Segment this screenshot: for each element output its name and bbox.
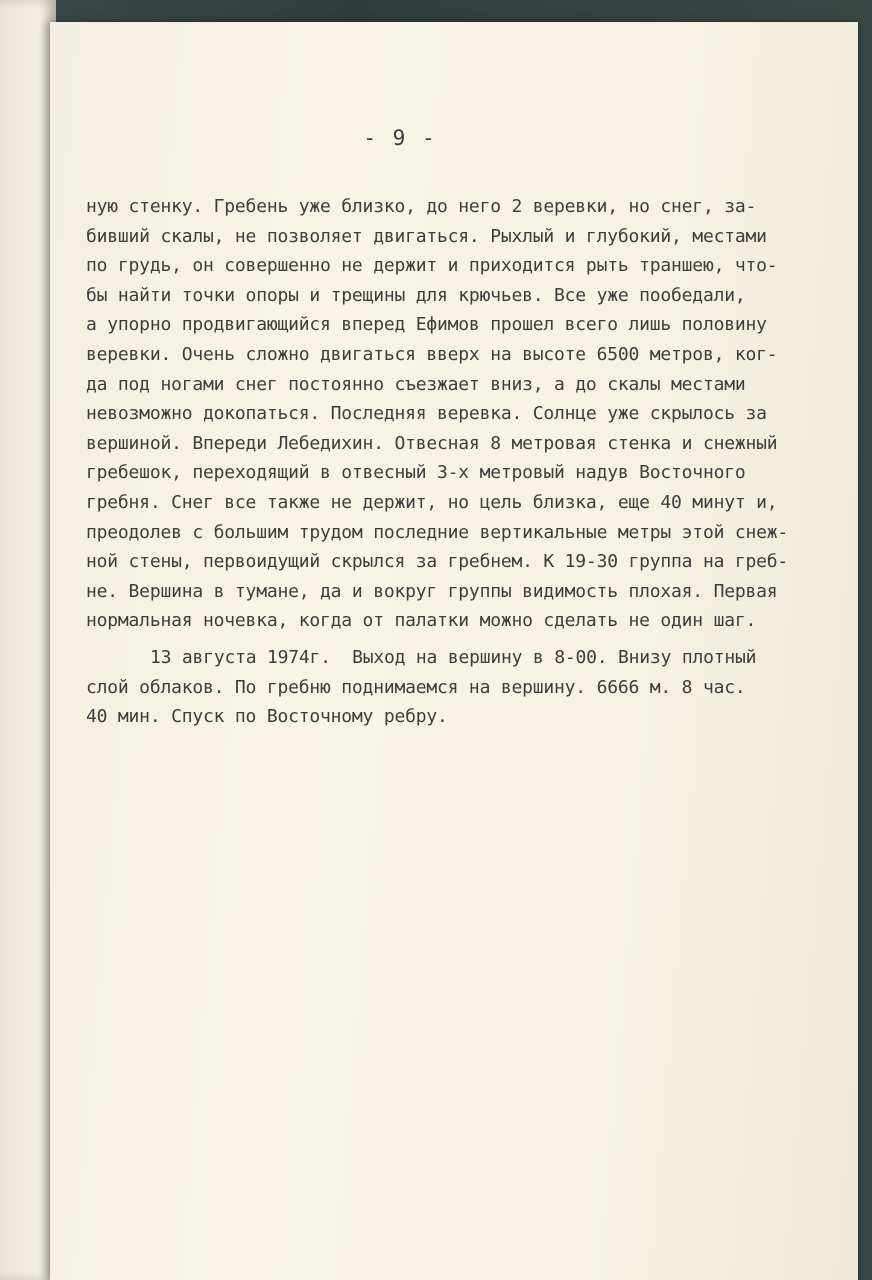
text-line: а упорно продвигающийся вперед Ефимов прошел всего лишь половину (86, 314, 767, 336)
text-line: гребня. Снег все также не держит, но цель близка, еще 40 минут и, (86, 491, 778, 513)
text-line: бы найти точки опоры и трещины для крючьев. Все уже пообедали, (86, 284, 746, 306)
text-line: 13 августа 1974г. Выход на вершину в 8-00. Внизу плотный (150, 646, 757, 668)
text-line: 40 мин. Спуск по Восточному ребру. (86, 706, 448, 728)
text-line: нормальная ночевка, когда от палатки можно сделать не один шаг. (86, 610, 757, 632)
previous-page-edge (0, 0, 56, 1280)
document-page (50, 22, 858, 1280)
paragraph-1 (86, 192, 846, 636)
text-line: по грудь, он совершенно не держит и приходится рыть траншею, что- (86, 255, 778, 277)
text-line: бивший скалы, не позволяет двигаться. Рыхлый и глубокий, местами (86, 225, 767, 247)
text-line: веревки. Очень сложно двигаться вверх на высоте 6500 метров, ког- (86, 343, 778, 365)
page-number: - 9 - (363, 126, 437, 150)
text-line: ную стенку. Гребень уже близко, до него 2 веревки, но снег, за- (86, 196, 757, 217)
text-line: ной стены, первоидущий скрылся за гребнем. К 19-30 группа на греб- (86, 551, 789, 573)
text-line: вершиной. Впереди Лебедихин. Отвесная 8 метровая стенка и снежный (86, 432, 778, 454)
paragraph-gap (86, 636, 846, 643)
text-line: слой облаков. По гребню поднимаемся на вершину. 6666 м. 8 час. (86, 676, 746, 698)
text-line: да под ногами снег постоянно съезжает вниз, а до скалы местами (86, 373, 746, 395)
body-text (86, 192, 846, 732)
text-line: гребешок, переходящий в отвесный 3-х метровый надув Восточного (86, 462, 746, 484)
text-line: преодолев с большим трудом последние вертикальные метры этой снеж- (86, 521, 789, 543)
text-line: не. Вершина в тумане, да и вокруг группы видимость плохая. Первая (86, 580, 778, 602)
paragraph-2 (86, 643, 846, 732)
text-line: невозможно докопаться. Последняя веревка. Солнце уже скрылось за (86, 403, 767, 425)
